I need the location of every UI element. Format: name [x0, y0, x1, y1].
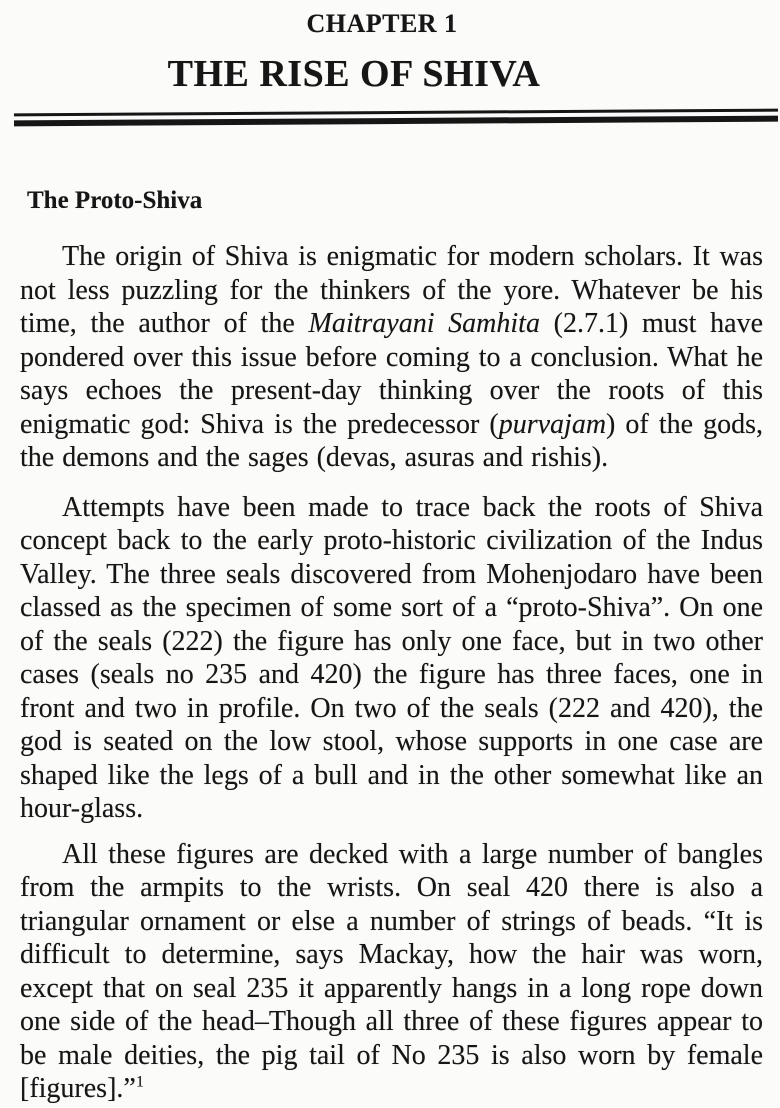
footnote-ref: 1: [135, 1072, 144, 1091]
text-segment: ) of the gods, the demons and the sages (devas, asuras and rishis).: [20, 408, 763, 473]
text-segment: (2.7.1) must have pondered over this issue before coming to a conclusion. What he says echoes the present-day thinking over the roots of this enigmatic god: Shiva is the predecessor (: [20, 308, 764, 440]
text-segment: Attempts have been made to trace back the roots of Shiva concept back to the early proto-historic civilization of the Indus Valley. The three seals discovered from Mohenjodaro have been classed as the specimen of some sort of a “proto-Shiva”. On one of the seals (222) the figure has only one face, but in two other cases (seals no 235 and 420) the figure has three faces, one in front and two in profile. On two of the seals (222 and 420), the god is seated on the low stool, whose supports in one case are shaped like the legs of a bull and in the other somewhat like an hour-glass.: [20, 491, 763, 824]
italic-term-maitrayani-samhita: Maitrayani Samhita: [308, 308, 540, 339]
italic-term-purvajam: purvajam: [498, 408, 607, 440]
paragraph-origin-of-shiva: [20, 240, 763, 475]
section-heading: The Proto-Shiva: [27, 187, 203, 214]
page-title: THE RISE OF SHIVA: [167, 53, 541, 95]
double-rule: [14, 109, 778, 127]
text-segment: All these figures are decked with a large number of bangles from the armpits to the wrists. On seal 420 there is also a triangular ornament or else a number of strings of beads. “It is difficult to determine, says Mackay, how the hair was worn, except that on seal 235 it apparently hangs in a long rope down one side of the head–Though all three of these figures appear to be male deities, the pig tail of No 235 is also worn by female [figures].”: [20, 838, 763, 1104]
text-segment: The origin of Shiva is enigmatic for modern scholars. It was not less puzzling for the thinkers of the yore. Whatever be his time, the author of the: [20, 241, 763, 339]
paragraph-bangles-mackay: [20, 838, 763, 1106]
paragraph-indus-seals: [20, 491, 763, 826]
body-text: [0, 186, 780, 1106]
chapter-label: CHAPTER 1: [306, 9, 458, 38]
